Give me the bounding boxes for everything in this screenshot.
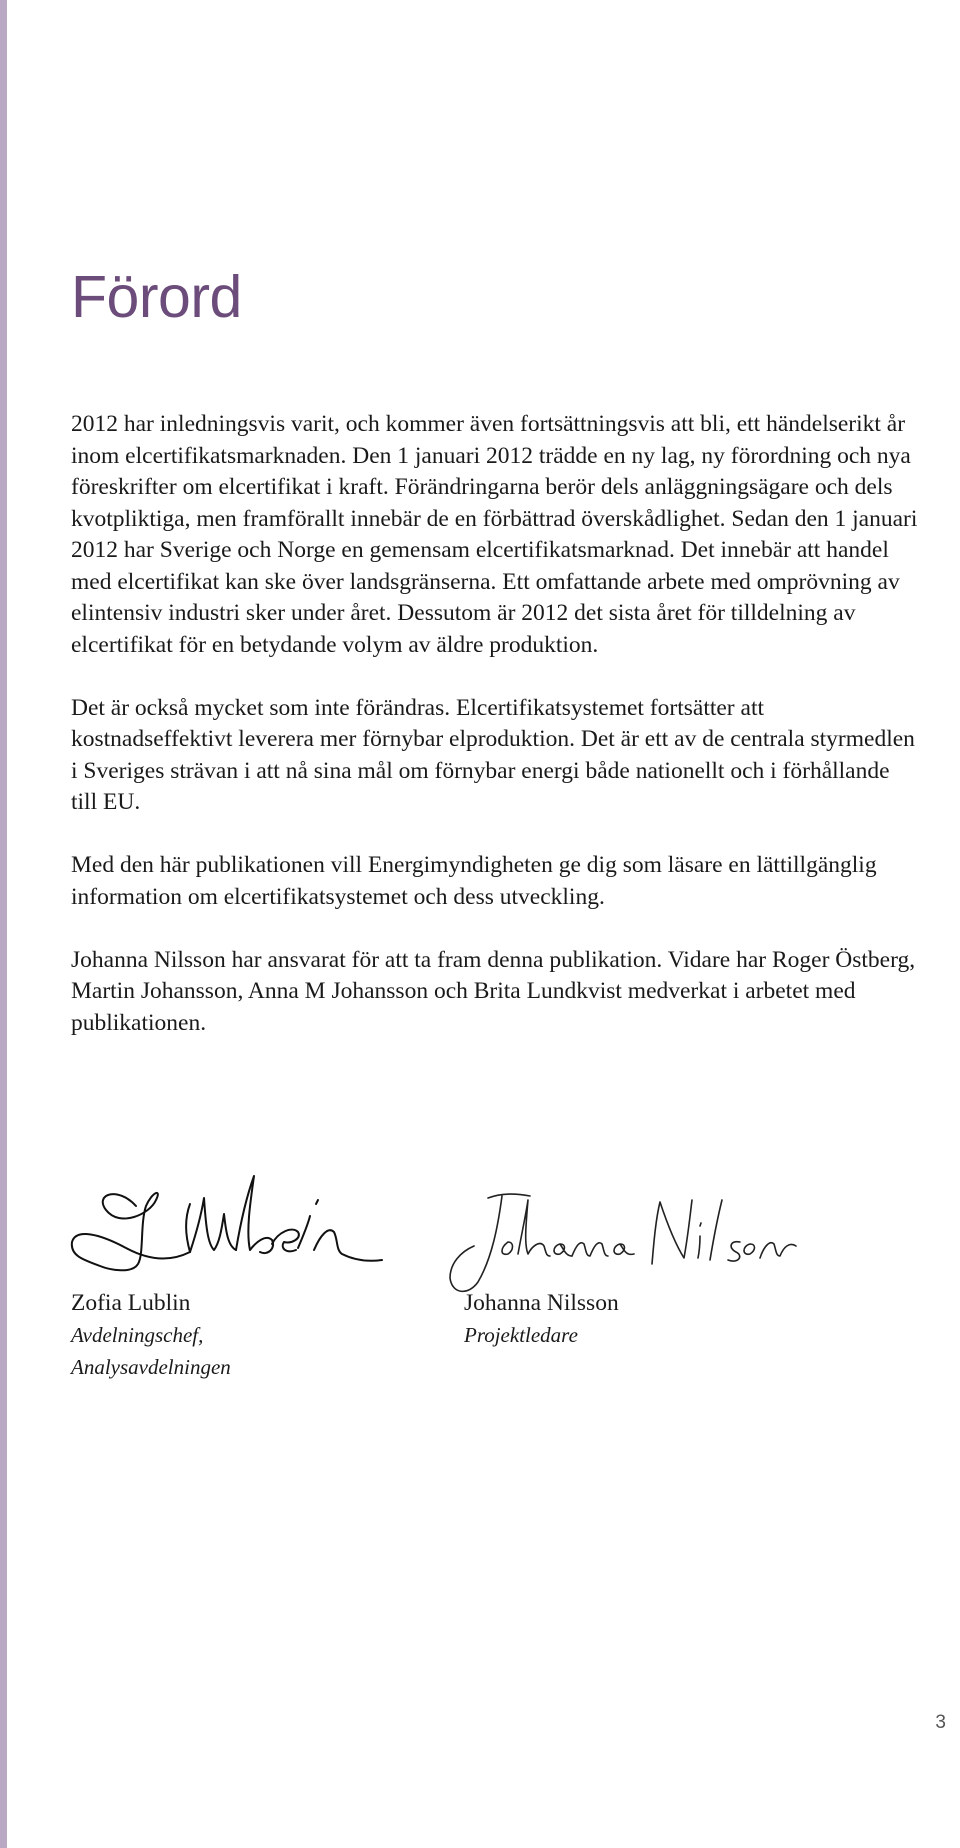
signatory-department: Analysavdelningen <box>71 1355 231 1379</box>
signatory-name: Zofia Lublin <box>71 1290 191 1316</box>
signatory-title: Projektledare <box>464 1323 578 1347</box>
signatory-name: Johanna Nilsson <box>464 1290 619 1316</box>
accent-side-bar <box>0 0 7 1848</box>
page-number: 3 <box>935 1712 946 1733</box>
paragraph: Johanna Nilsson har ansvarat för att ta fram denna publikation. Vidare har Roger Östberg, Martin Johansson, Anna M Johansson och Brita Lundkvist medverkat i arbetet med publikationen. <box>71 946 916 1036</box>
paragraph: Med den här publikationen vill Energimyndigheten ge dig som läsare en lättillgänglig information om elcertifikatsystemet och dess utveckling. <box>71 852 877 910</box>
paragraph: 2012 har inledningsvis varit, och kommer även fortsättningsvis att bli, ett händelserikt år inom elcertifikatsmarknaden. Den 1 januari 2012 trädde en ny lag, ny förordning och nya föreskrifter om elcertifikat i kraft. Förändringarna berör dels anläggningsägare och dels kvotpliktiga, men framförallt innebär de en förbättrad överskådlighet. Sedan den 1 januari 2012 har Sverige och Norge en gemensam elcertifikatsmarknad. Det innebär att handel med elcertifikat kan ske över landsgränserna. Ett omfattande arbete med omprövning av elintensiv industri sker under året. Dessutom är 2012 det sista året för tilldelning av elcertifikat för en betydande volym av äldre produktion. <box>71 411 918 658</box>
page-title: Förord <box>71 264 242 330</box>
paragraph: Det är också mycket som inte förändras. Elcertifikatsystemet fortsätter att kostnadseffektivt leverera mer förnybar elproduktion. Det är ett av de centrala styrmedlen i Sveriges strävan i att nå sina mål om förnybar energi både nationellt och i förhållande till EU. <box>71 694 915 815</box>
signature-lublin <box>66 1170 386 1285</box>
signatory-title: Avdelningschef, <box>71 1323 204 1347</box>
foreword-body <box>71 409 921 1071</box>
